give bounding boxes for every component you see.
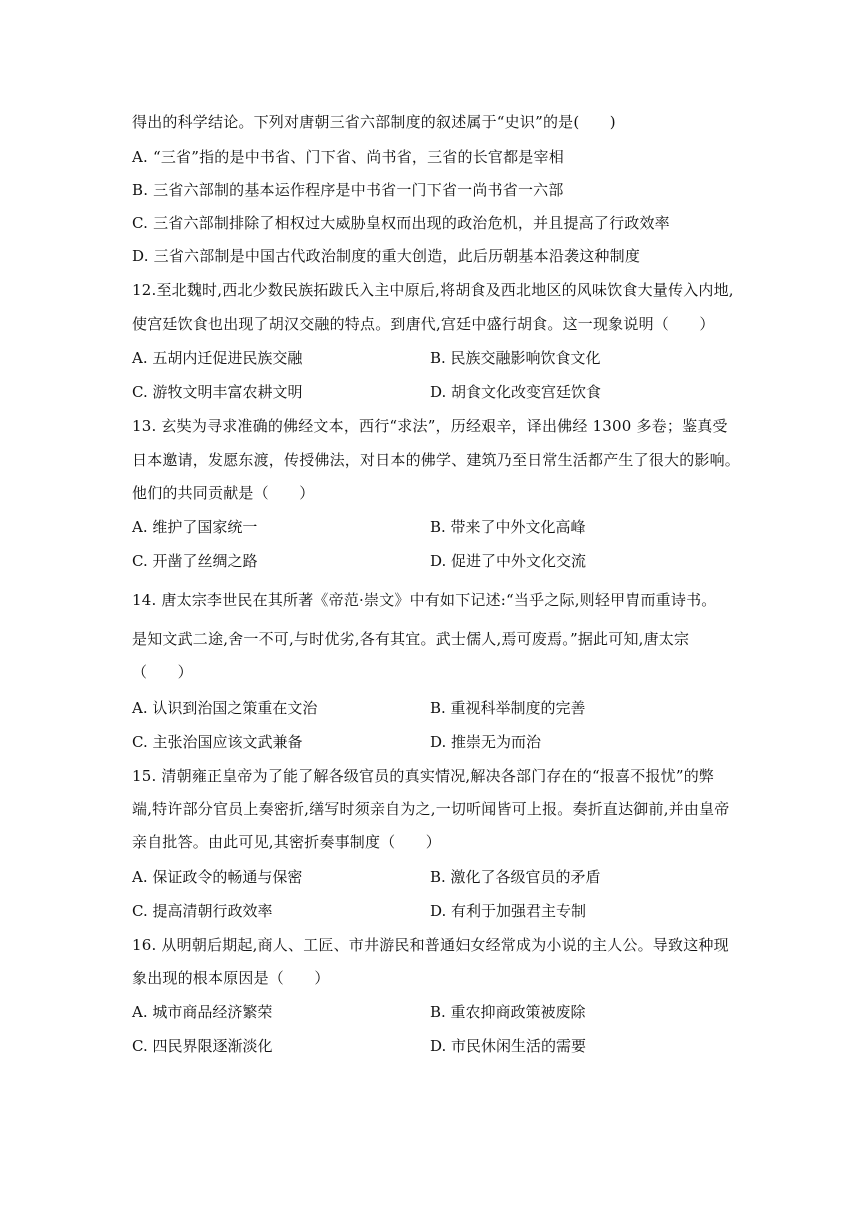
q12-option-c: C. 游牧文明丰富农耕文明 bbox=[132, 383, 303, 401]
q14-stem-line-3: （ ） bbox=[132, 663, 193, 681]
q15-stem-line-3: 亲自批答。由此可见,其密折奏事制度（ ） bbox=[132, 833, 441, 851]
q13-option-a: A. 维护了国家统一 bbox=[132, 518, 258, 536]
q11-stem-line: 得出的科学结论。下列对唐朝三省六部制度的叙述属于“史识”的是( ) bbox=[132, 113, 616, 131]
q11-option-b: B. 三省六部制的基本运作程序是中书省一门下省一尚书省一六部 bbox=[132, 181, 564, 199]
q12-option-d: D. 胡食文化改变宫廷饮食 bbox=[430, 383, 602, 401]
q12-stem-line-2: 使宫廷饮食也出现了胡汉交融的特点。到唐代,宫廷中盛行胡食。这一现象说明（ ） bbox=[132, 315, 715, 333]
q13-option-b: B. 带来了中外文化高峰 bbox=[430, 518, 586, 536]
q16-option-a: A. 城市商品经济繁荣 bbox=[132, 1003, 273, 1021]
q13-option-c: C. 开凿了丝绸之路 bbox=[132, 552, 258, 570]
q16-stem-line-1: 16. 从明朝后期起,商人、工匠、市井游民和普通妇女经常成为小说的主人公。导致这种现 bbox=[132, 936, 729, 954]
q15-stem-line-2: 端,特许部分官员上奏密折,缮写时须亲自为之,一切听闻皆可上报。奏折直达御前,并由皇帝 bbox=[132, 800, 730, 818]
q15-stem-line-1: 15. 清朝雍正皇帝为了能了解各级官员的真实情况,解决各部门存在的“报喜不报忧”的弊 bbox=[132, 767, 715, 785]
q14-stem-line-1: 14. 唐太宗李世民在其所著《帝范·崇文》中有如下记述:“当乎之际,则轻甲胄而重诗书。 bbox=[132, 591, 717, 609]
q11-option-a: A. “三省”指的是中书省、门下省、尚书省，三省的长官都是宰相 bbox=[132, 148, 564, 166]
q12-option-b: B. 民族交融影响饮食文化 bbox=[430, 349, 601, 367]
q16-option-b: B. 重农抑商政策被废除 bbox=[430, 1003, 586, 1021]
q16-option-d: D. 市民休闲生活的需要 bbox=[430, 1037, 587, 1055]
q11-option-c: C. 三省六部制排除了相权过大威胁皇权而出现的政治危机，并且提高了行政效率 bbox=[132, 214, 670, 232]
q15-option-d: D. 有利于加强君主专制 bbox=[430, 902, 587, 920]
q16-option-c: C. 四民界限逐渐淡化 bbox=[132, 1037, 273, 1055]
q14-stem-line-2: 是知文武二途,舍一不可,与时优劣,各有其宜。武士儒人,焉可废焉。”据此可知,唐太宗 bbox=[132, 630, 690, 648]
q15-option-b: B. 激化了各级官员的矛盾 bbox=[430, 868, 601, 886]
q14-option-d: D. 推崇无为而治 bbox=[430, 733, 542, 751]
q13-option-d: D. 促进了中外文化交流 bbox=[430, 552, 587, 570]
q12-stem-line-1: 12.至北魏时,西北少数民族拓跋氏入主中原后,将胡食及西北地区的风味饮食大量传入内地, bbox=[132, 281, 734, 299]
q14-option-c: C. 主张治国应该文武兼备 bbox=[132, 733, 303, 751]
q13-stem-line-2: 日本邀请，发愿东渡，传授佛法，对日本的佛学、建筑乃至日常生活都产生了很大的影响。 bbox=[132, 451, 741, 469]
q14-option-a: A. 认识到治国之策重在文治 bbox=[132, 699, 318, 717]
q15-option-c: C. 提高清朝行政效率 bbox=[132, 902, 273, 920]
q13-stem-line-1: 13. 玄奘为寻求准确的佛经文本，西行“求法”，历经艰辛，译出佛经 1300 多卷；鉴真受 bbox=[132, 417, 728, 435]
q13-stem-line-3: 他们的共同贡献是（ ） bbox=[132, 484, 315, 502]
q16-stem-line-2: 象出现的根本原因是（ ） bbox=[132, 969, 330, 987]
q11-option-d: D. 三省六部制是中国古代政治制度的重大创造，此后历朝基本沿袭这种制度 bbox=[132, 247, 641, 265]
q12-option-a: A. 五胡内迁促进民族交融 bbox=[132, 349, 303, 367]
q14-option-b: B. 重视科举制度的完善 bbox=[430, 699, 586, 717]
q15-option-a: A. 保证政令的畅通与保密 bbox=[132, 868, 303, 886]
